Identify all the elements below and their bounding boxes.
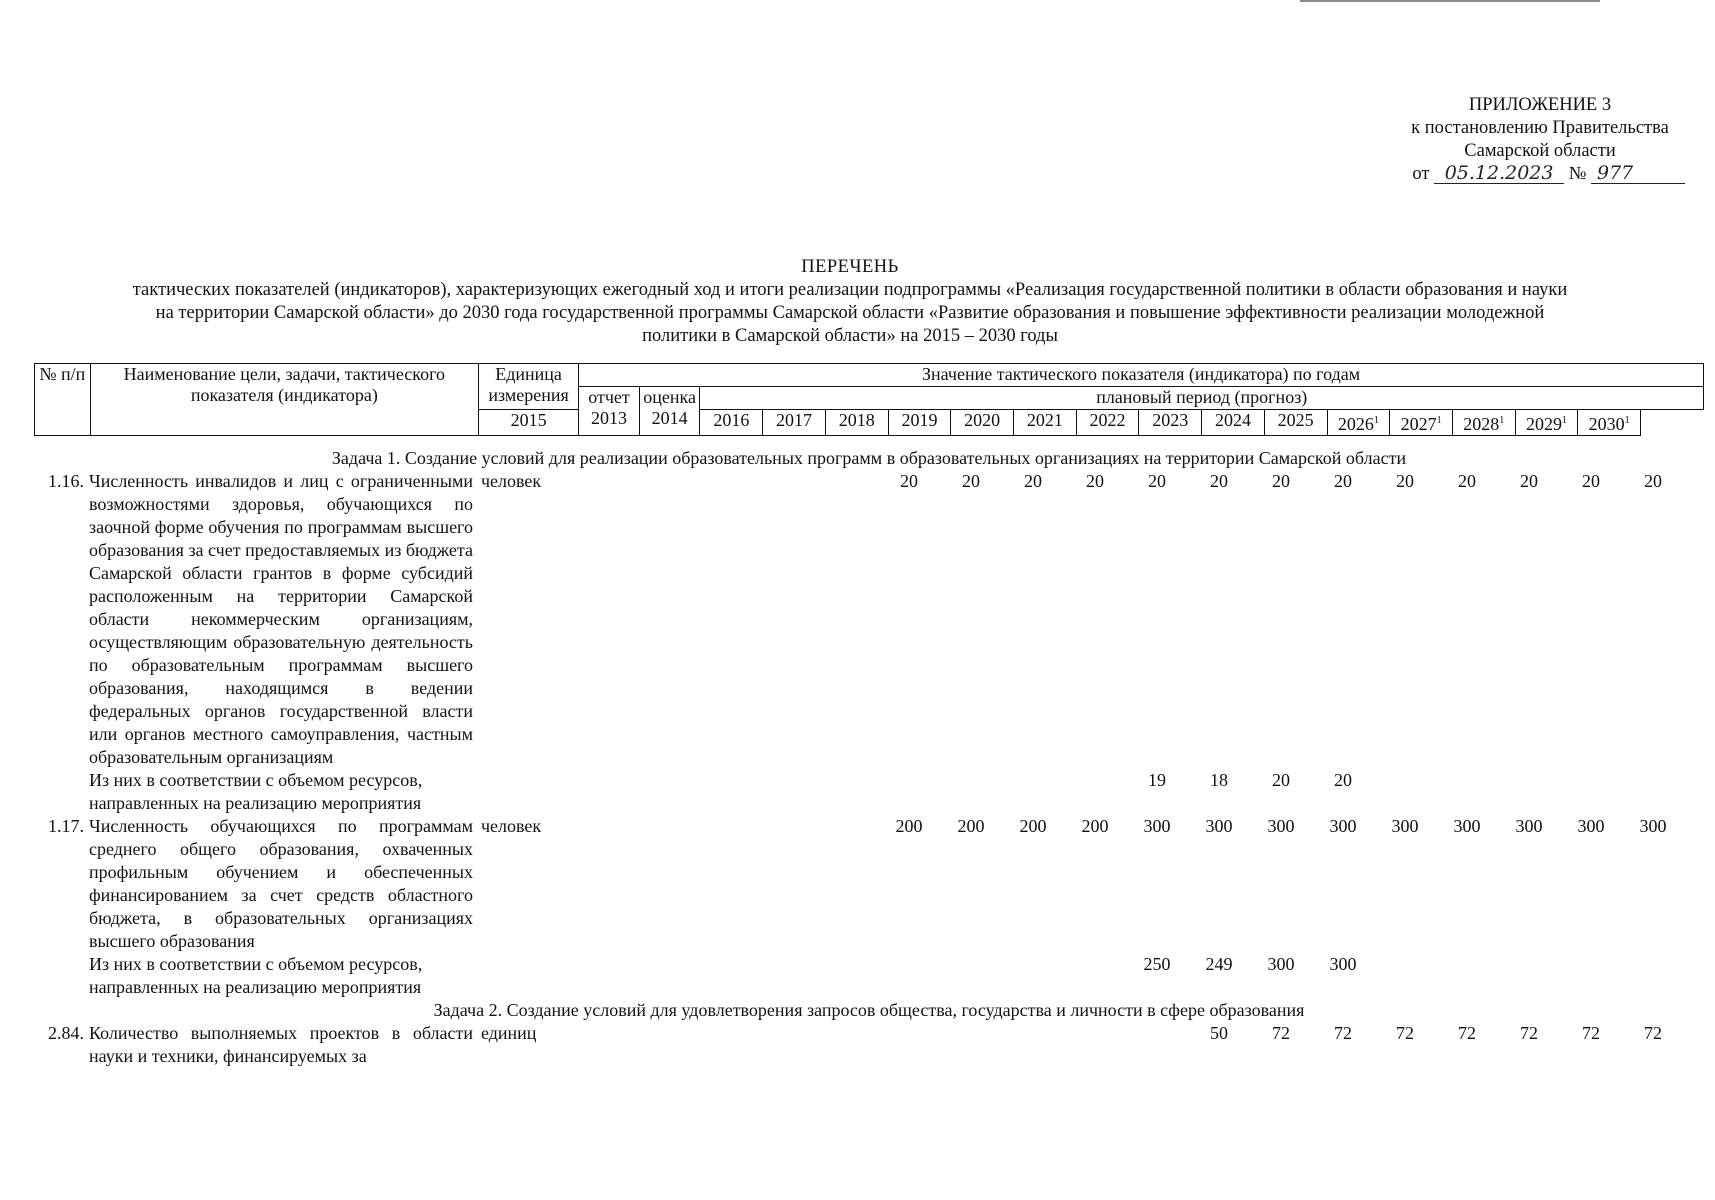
appendix-subtitle: к постановлению Правительства [1411,118,1669,138]
value-cell: 50 [1210,1023,1228,1043]
value-cell [692,815,754,953]
value-cell: 20 [1396,471,1414,491]
value-cell [754,470,816,769]
value-cell [1064,769,1126,815]
value-cell [878,1022,940,1068]
value-cell [572,470,632,769]
header-year-2017: 2017 [763,410,826,436]
header-year-2030: 2030$^1$ [1578,410,1641,436]
value-cell: 300 [1639,816,1667,836]
value-cell [816,769,878,815]
value-cell: 300 [1577,816,1605,836]
value-cell [572,1022,632,1068]
value-cell [1064,1022,1126,1068]
document-title [80,256,1620,348]
value-cell [572,769,632,815]
value-cell: 249 [1205,954,1233,974]
appendix-date-number [1395,163,1685,186]
header-year-2024: 2024 [1202,410,1265,436]
value-cell [1374,953,1436,999]
value-cell: 20 [1210,471,1228,491]
value-cell: 20 [1520,471,1538,491]
from-label: от [1412,164,1430,184]
value-cell [1560,953,1622,999]
value-cell [1622,953,1684,999]
header-values-title: Значение тактического показателя (индикатора) по годам [579,364,1704,387]
value-cell [878,953,940,999]
value-cell: 200 [895,816,923,836]
value-cell: 18 [1210,770,1228,790]
value-cell: 300 [1329,816,1357,836]
table-row [34,1022,1704,1068]
value-cell: 20 [1272,770,1290,790]
value-cell: 300 [1329,954,1357,974]
value-cell [940,769,1002,815]
appendix-title: ПРИЛОЖЕНИЕ 3 [1468,95,1612,115]
row-values [572,1022,1684,1068]
value-cell: 72 [1396,1023,1414,1043]
value-cell: 72 [1272,1023,1290,1043]
value-cell [1622,769,1684,815]
value-cell: 20 [1148,471,1166,491]
row-values [572,953,1684,999]
value-cell [632,1022,692,1068]
row-name: Из них в соответствии с объемом ресурсов, направленных на реализацию мероприятия [89,954,423,997]
value-cell [1560,769,1622,815]
value-cell [1002,953,1064,999]
value-cell [878,769,940,815]
top-edge-rule [1300,0,1600,2]
header-year-2027: 2027$^1$ [1390,410,1453,436]
value-cell [1436,769,1498,815]
value-cell [1498,769,1560,815]
value-cell: 20 [900,471,918,491]
title-line-1: тактических показателей (индикаторов), характеризующих ежегодный ход и итоги реализации подпрограммы «Реализация государственной политики в области образования и науки [132,280,1568,300]
header-year-2019: 2019 [888,410,951,436]
header-estimate: оценка 2014 [639,387,700,436]
row-values [572,470,1684,769]
value-cell [692,769,754,815]
header-year-2025: 2025 [1264,410,1327,436]
header-year-2023: 2023 [1139,410,1202,436]
value-cell: 300 [1515,816,1543,836]
header-name: Наименование цели, задачи, тактического показателя (индикатора) [90,364,478,436]
task-2-heading: Задача 2. Создание условий для удовлетворения запросов общества, государства и личности в сфере образования [433,1000,1305,1020]
value-cell [632,769,692,815]
value-cell: 300 [1205,816,1233,836]
value-cell: 20 [1582,471,1600,491]
number-label: № [1568,164,1587,184]
value-cell: 300 [1143,816,1171,836]
title-heading: ПЕРЕЧЕНЬ [801,257,899,277]
header-year-2021: 2021 [1014,410,1077,436]
header-year-2026: 2026$^1$ [1327,410,1390,436]
header-year-2015: 2015 [479,410,579,436]
value-cell [754,815,816,953]
row-name: Количество выполняемых проектов в области науки и техники, финансируемых за [89,1023,473,1066]
header-unit: Единица измерения [479,364,579,410]
header-year-2020: 2020 [951,410,1014,436]
value-cell: 200 [1081,816,1109,836]
value-cell [692,1022,754,1068]
title-line-3: политики в Самарской области» на 2015 – 2030 годы [642,326,1058,346]
header-year-2016: 2016 [700,410,763,436]
value-cell: 72 [1644,1023,1662,1043]
value-cell [1436,953,1498,999]
value-cell: 72 [1520,1023,1538,1043]
value-cell [940,1022,1002,1068]
value-cell [940,953,1002,999]
row-values [572,815,1684,953]
header-year-2029: 2029$^1$ [1515,410,1578,436]
value-cell [692,953,754,999]
row-name: Численность обучающихся по программам среднего общего образования, охваченных профильным обучением и обеспеченных финансированием за счет средств областного бюджета, в образовательных организациях высшего образования [89,816,473,951]
value-cell [1002,769,1064,815]
value-cell [1498,953,1560,999]
table-row [34,769,1704,815]
value-cell [816,1022,878,1068]
header-year-2018: 2018 [825,410,888,436]
value-cell [692,470,754,769]
value-cell: 20 [1086,471,1104,491]
row-name: Из них в соответствии с объемом ресурсов, направленных на реализацию мероприятия [89,770,423,813]
row-number: 1.17. [48,816,84,836]
value-cell: 20 [1644,471,1662,491]
row-name: Численность инвалидов и лиц с ограниченными возможностями здоровья, обучающихся по заочной форме обучения по программам высшего образования за счет предоставляемых из бюджета Самарской области грантов в форме субсидий расположенным на территории Самарской области некоммерческим организациям, осуществляющим образовательную деятельность по образовательным программам высшего образования, находящимся в ведении федеральных органов государственной власти или органов местного самоуправления, частным образовательным организациям [89,471,473,767]
value-cell: 20 [1334,770,1352,790]
value-cell [816,815,878,953]
value-cell: 200 [1019,816,1047,836]
appendix-block [1395,94,1685,186]
value-cell: 20 [1334,471,1352,491]
header-plan: плановый период (прогноз) [700,387,1704,410]
header-num: № п/п [35,364,91,436]
value-cell: 20 [1024,471,1042,491]
value-cell [632,470,692,769]
title-line-2: на территории Самарской области» до 2030 года государственной программы Самарской области «Развитие образования и повышение эффективности реализации молодежной [155,303,1545,323]
table-row [34,815,1704,953]
header-year-2022: 2022 [1076,410,1139,436]
value-cell: 20 [1458,471,1476,491]
row-number: 1.16. [48,471,84,491]
row-unit: человек [481,471,542,491]
indicator-table-body [34,447,1704,1068]
header-year-2028: 2028$^1$ [1452,410,1515,436]
header-report: отчет 2013 [579,387,640,436]
indicator-table-header [34,363,1704,436]
value-cell [816,953,878,999]
value-cell [1374,769,1436,815]
value-cell: 72 [1334,1023,1352,1043]
value-cell [754,953,816,999]
value-cell [1126,1022,1188,1068]
value-cell [754,1022,816,1068]
task-1-heading: Задача 1. Создание условий для реализации образовательных программ в образовательных организациях на территории Самарской области [331,448,1407,468]
value-cell: 300 [1267,954,1295,974]
value-cell [572,815,632,953]
value-cell [1064,953,1126,999]
value-cell: 72 [1582,1023,1600,1043]
value-cell [1002,1022,1064,1068]
row-values [572,769,1684,815]
value-cell: 250 [1143,954,1171,974]
value-cell: 200 [957,816,985,836]
value-cell: 19 [1148,770,1166,790]
handwritten-date: 05.12.2023 [1434,163,1564,184]
value-cell [632,815,692,953]
appendix-region: Самарской области [1464,141,1616,161]
value-cell: 300 [1267,816,1295,836]
row-unit: единиц [481,1023,537,1043]
value-cell [816,470,878,769]
value-cell: 300 [1453,816,1481,836]
value-cell [632,953,692,999]
value-cell: 20 [962,471,980,491]
table-row [34,953,1704,999]
value-cell [572,953,632,999]
row-unit: человек [481,816,542,836]
handwritten-number: 977 [1591,163,1685,184]
row-number: 2.84. [48,1023,84,1043]
table-row [34,470,1704,769]
value-cell: 20 [1272,471,1290,491]
value-cell: 300 [1391,816,1419,836]
value-cell [754,769,816,815]
value-cell: 72 [1458,1023,1476,1043]
